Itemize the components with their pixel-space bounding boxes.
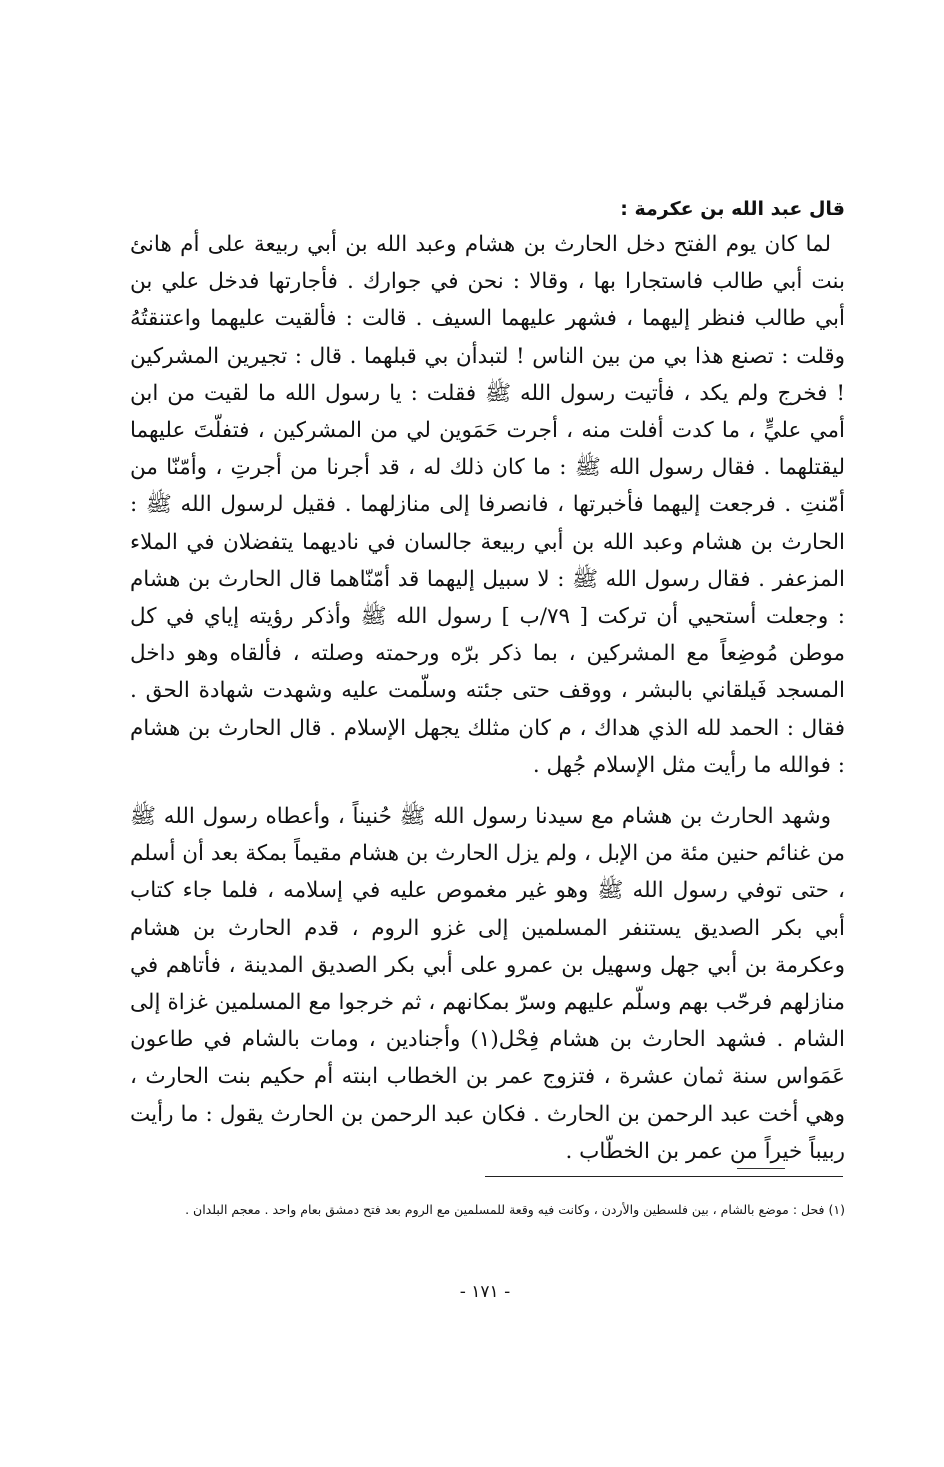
footnote-separator-mark	[737, 1168, 785, 1169]
main-text	[130, 192, 845, 1170]
paragraph-1: لما كان يوم الفتح دخل الحارث بن هشام وعبد الله بن أبي ربيعة على أم هانئ بنت أبي طالب فاستجارا بها ، وقالا : نحن في جوارك . فأجارتها فدخل علي بن أبي طالب فنظر إليهما ، فشهر عليهما السيف . قالت : فألقيت عليهما واعتنقتُهُ وقلت : تصنع هذا بي من بين الناس ! لتبدأن بي قبلهما . قال : تجيرين المشركين ! فخرج ولم يكد ، فأتيت رسول الله ﷺ فقلت : يا رسول الله ما لقيت من ابن أمي عليٍّ ، ما كدت أفلت منه ، أجرت حَمَوين لي من المشركين ، فتفلّتَ عليهما ليقتلهما . فقال رسول الله ﷺ : ما كان ذلك له ، قد أجرنا من أجرتِ ، وأمّنّا من أمّنتِ . فرجعت إليهما فأخبرتها ، فانصرفا إلى منازلهما . فقيل لرسول الله ﷺ : الحارث بن هشام وعبد الله بن أبي ربيعة جالسان في ناديهما يتفضلان في الملاء المزعفر . فقال رسول الله ﷺ : لا سبيل إليهما قد أمّنّاهما قال الحارث بن هشام : وجعلت أستحيي أن تركت [ ٧٩/ب ] رسول الله ﷺ وأذكر رؤيته إياي في كل موطن مُوضِعاً مع المشركين ، بما ذكر برّه ورحمته وصلته ، فألقاه وهو داخل المسجد فَيلقاني بالبشر ، ووقف حتى جئته وسلّمت عليه وشهدت شهادة الحق . فقال : الحمد لله الذي هداك ، م كان مثلك يجهل الإسلام . قال الحارث بن هشام : فوالله ما رأيت مثل الإسلام جُهل .	[130, 232, 845, 778]
footnote-separator	[485, 1176, 843, 1177]
page-number: - ١٧١ -	[459, 1282, 511, 1302]
paragraph-2: وشهد الحارث بن هشام مع سيدنا رسول الله ﷺ حُنيناً ، وأعطاه رسول الله ﷺ من غنائم حنين مئة من الإبل ، ولم يزل الحارث بن هشام مقيماً بمكة بعد أن أسلم ، حتى توفي رسول الله ﷺ وهو غير مغموص عليه في إسلامه ، فلما جاء كتاب أبي بكر الصديق يستنفر المسلمين إلى غزو الروم ، قدم الحارث بن هشام وعكرمة بن أبي جهل وسهيل بن عمرو على أبي بكر الصديق المدينة ، فأتاهم في منازلهم فرحّب بهم وسلّم عليهم وسرّ بمكانهم ، ثم خرجوا مع المسلمين غزاة إلى الشام . فشهد الحارث بن هشام فِحْل(١) وأجنادين ، ومات بالشام في طاعون عَمَواس سنة ثمان عشرة ، فتزوج عمر بن الخطاب ابنته أم حكيم بنت الحارث ، وهي أخت عبد الرحمن بن الحارث . فكان عبد الرحمن بن الحارث يقول : ما رأيت ربيباً خيراً من عمر بن الخطّاب .	[130, 804, 845, 1164]
section-heading: قال عبد الله بن عكرمة :	[620, 198, 845, 220]
footnote: (١) فحل : موضع بالشام ، بين فلسطين والأردن ، وكانت فيه وقعة للمسلمين مع الروم بعد فتح دمشق بعام واحد . معجم البلدان .	[185, 1202, 845, 1217]
